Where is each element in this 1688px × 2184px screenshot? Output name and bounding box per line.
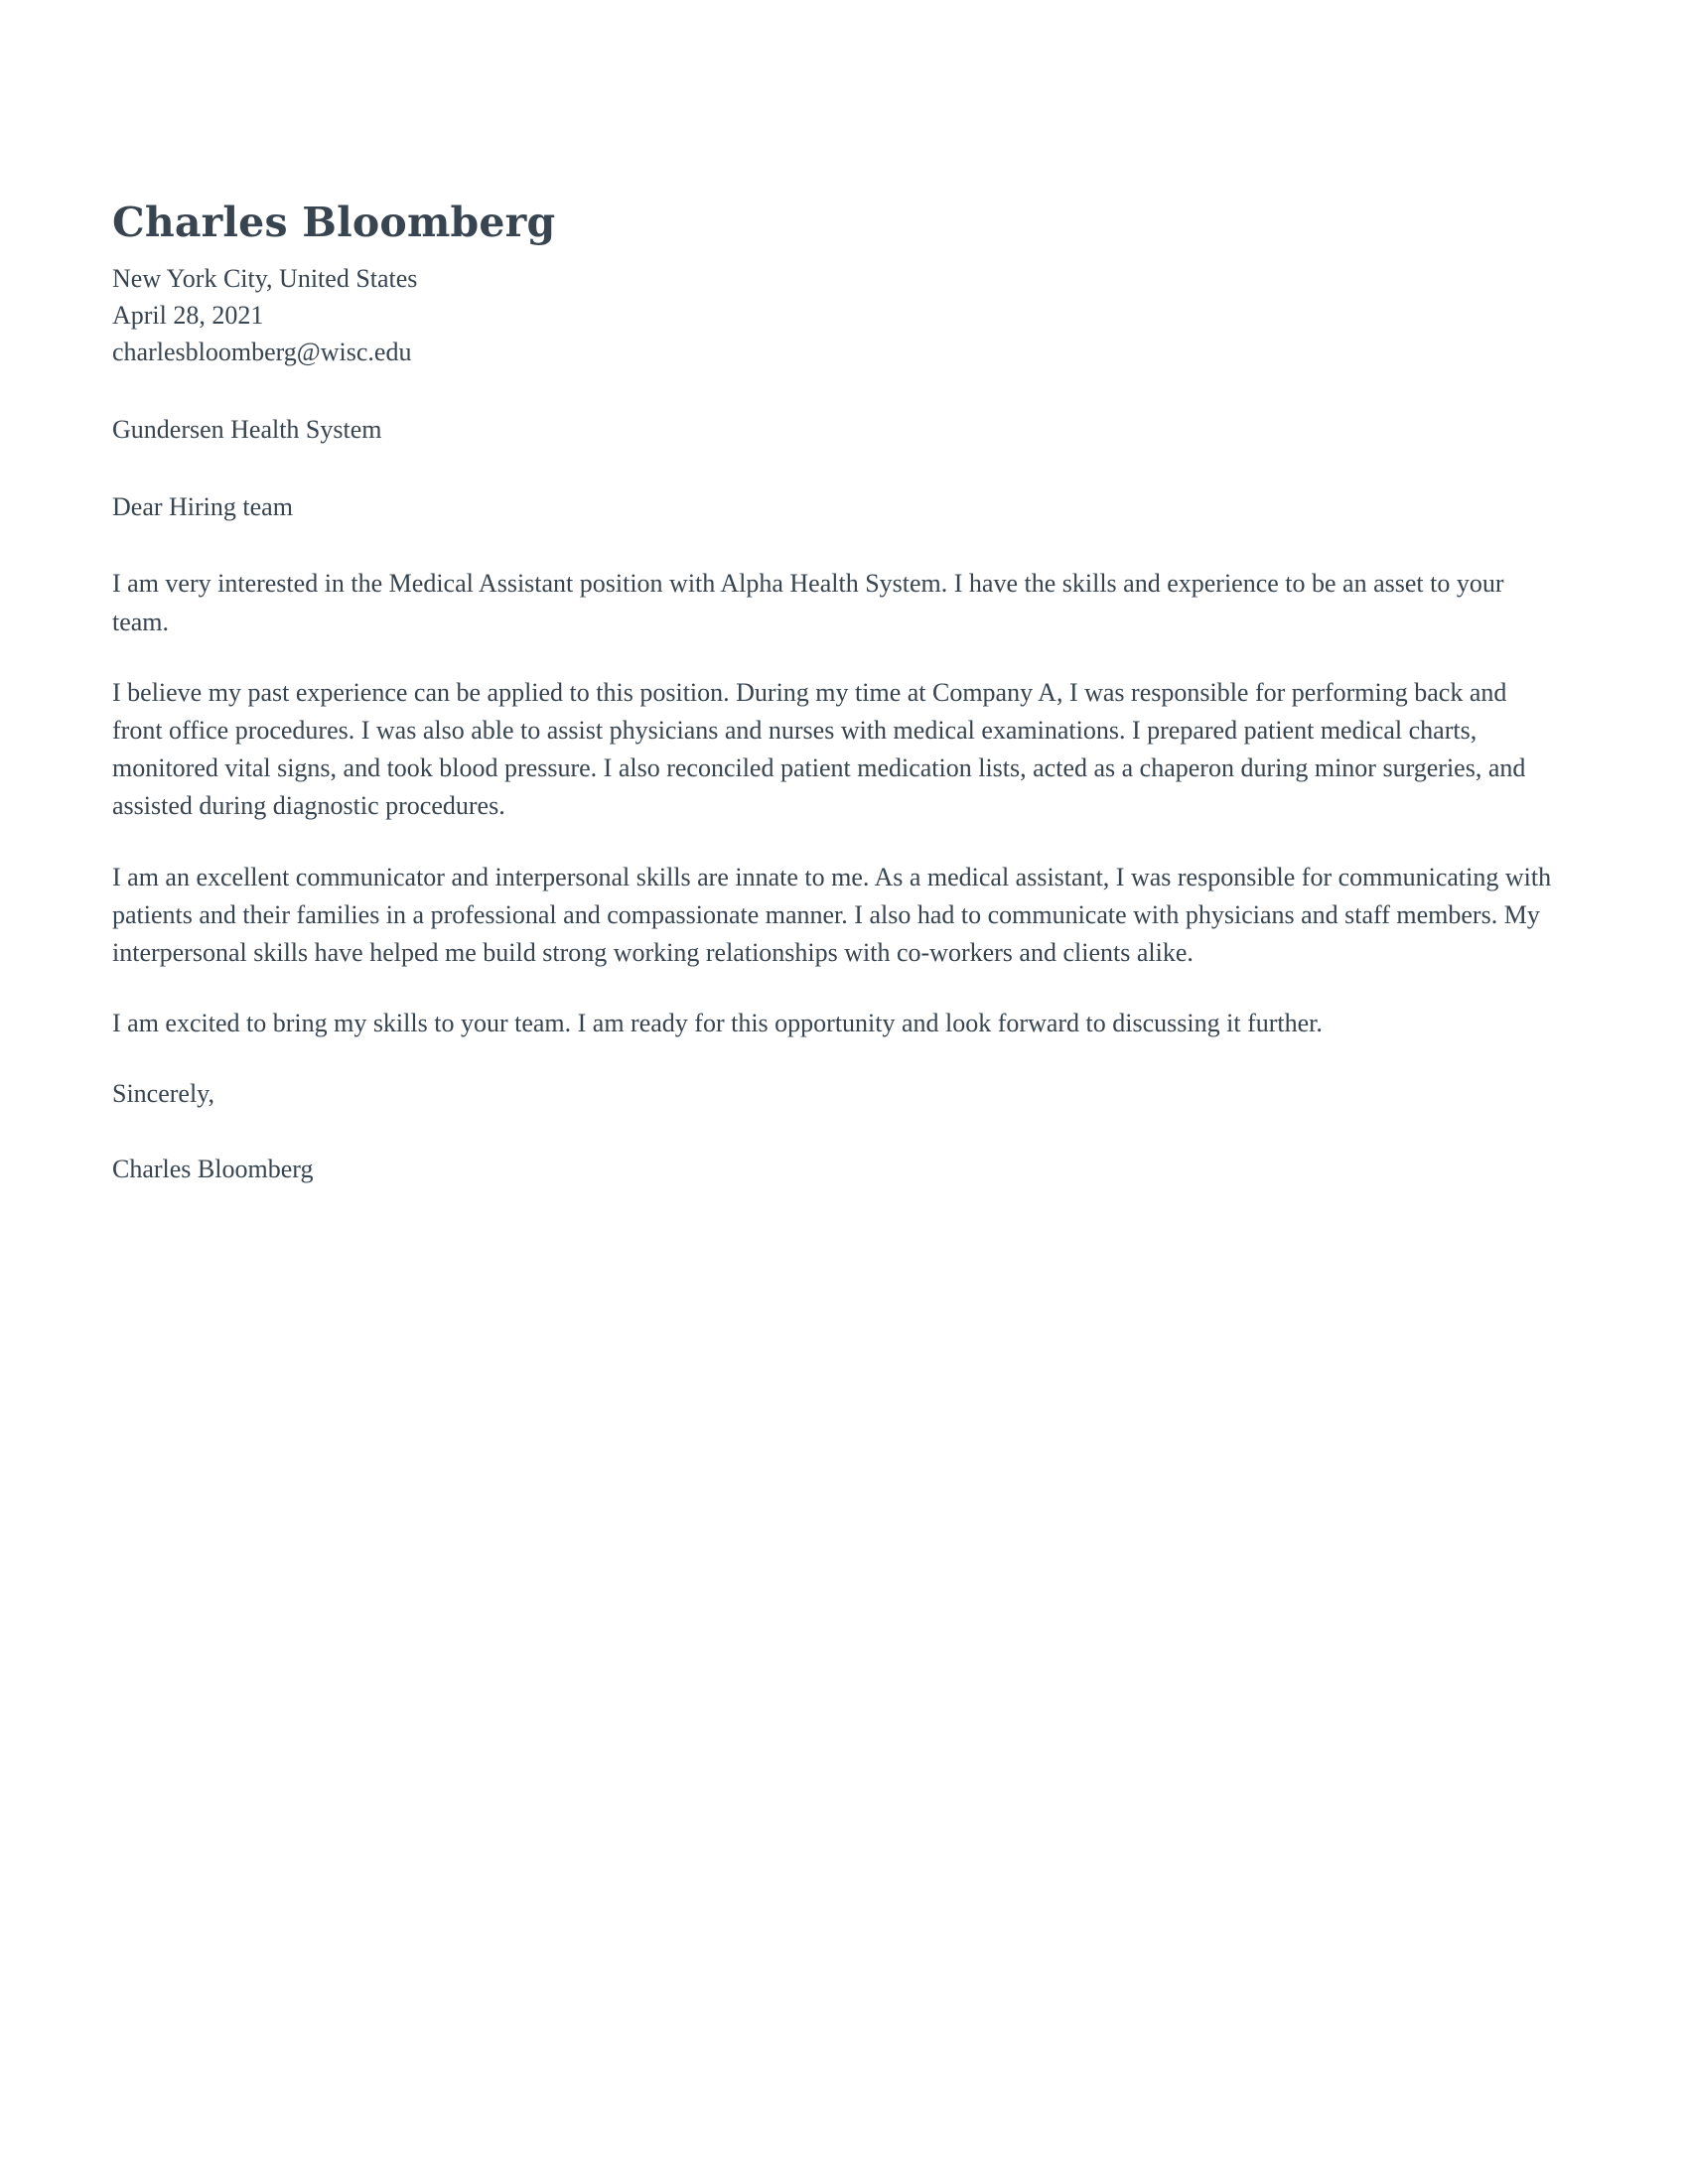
body-paragraph: I believe my past experience can be applied to this position. During my time at Company A, I was responsible for performing back and front office procedures. I was also able to assist physicians and nurses with medical examinations. I prepared patient medical charts, monitored vital signs, and took blood pressure. I also reconciled patient medication lists, acted as a chaperon during minor surgeries, and assisted during diagnostic procedures. xyxy=(112,677,1526,821)
signature-name: Charles Bloomberg xyxy=(112,1155,314,1184)
body-paragraph: I am an excellent communicator and interpersonal skills are innate to me. As a medical assistant, I was responsible for communicating with patients and their families in a professional and compassionate manner. I also had to communicate with physicians and staff members. My interpersonal skills have helped me build strong working relationships with co-workers and clients alike. xyxy=(112,862,1552,968)
body-paragraph: I am excited to bring my skills to your team. I am ready for this opportunity and look forward to discussing it further. xyxy=(112,1009,1323,1038)
letter-date: April 28, 2021 xyxy=(112,301,264,331)
sender-email: charlesbloomberg@wisc.edu xyxy=(112,338,412,366)
cover-letter xyxy=(112,199,1557,1188)
salutation: Dear Hiring team xyxy=(112,491,293,521)
sender-location: New York City, United States xyxy=(112,264,418,294)
closing-line: Sincerely, xyxy=(112,1079,214,1109)
page-title: Charles Bloomberg xyxy=(112,199,556,246)
body-paragraph: I am very interested in the Medical Assistant position with Alpha Health System. I have the skills and experience to be an asset to your team. xyxy=(112,569,1504,636)
recipient-company: Gundersen Health System xyxy=(112,414,382,444)
contact-block xyxy=(112,261,1557,371)
